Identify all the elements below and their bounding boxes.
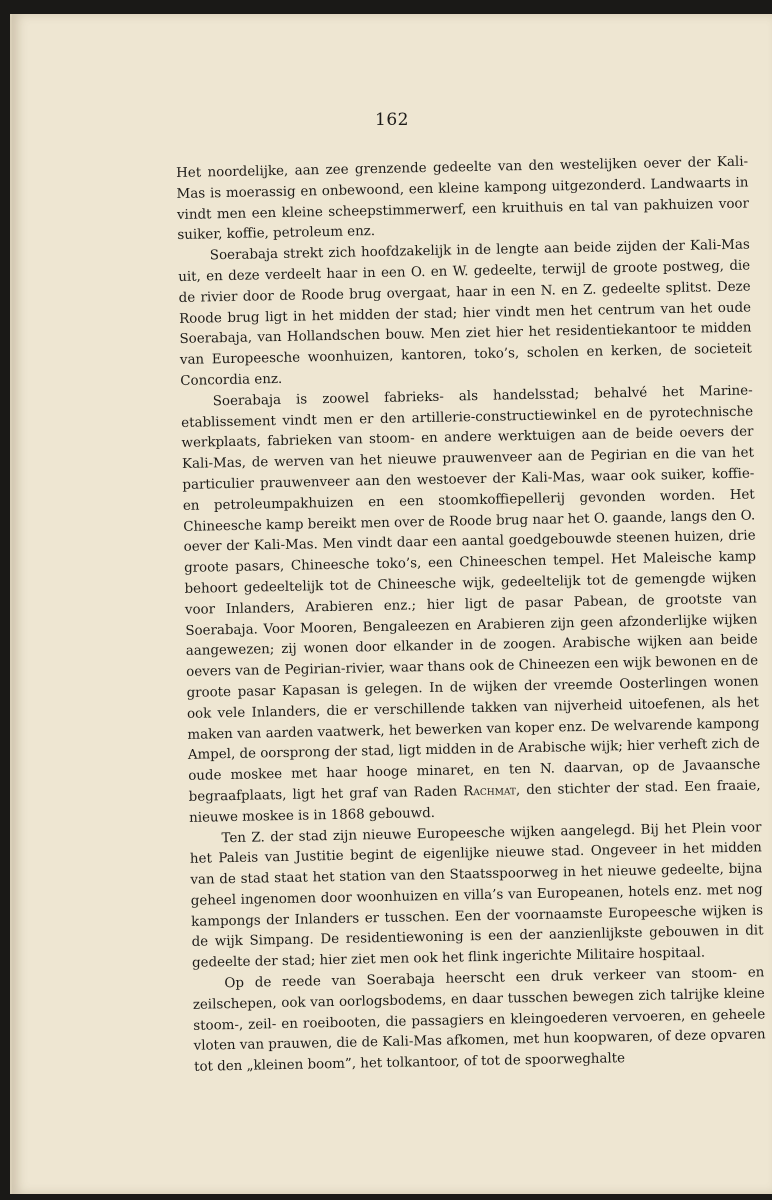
- page-number: 162: [375, 110, 409, 130]
- paragraph-1: Het noordelijke, aan zee grenzende gedeelte van den westelijken oever der Kali-Mas is moerassig en onbewoond, een kleine kampong uitgezonderd. Landwaarts in vindt men een kleine scheepstimmerwerf, een kruithuis en tal van pakhuizen voor suiker, koffie, petroleum enz.: [176, 154, 750, 244]
- paragraph-3: [181, 381, 762, 829]
- paragraph-4: Ten Z. der stad zijn nieuwe Europeesche wijken aangelegd. Bij het Plein voor het Paleis van Justitie begint de eigenlijke nieuwe stad. Ongeveer in het midden van de stad staat het station van den Staatsspoorweg in het nieuwe gedeelte, bijna geheel ingenomen door woonhuizen en villa’s van Europeanen, hotels enz. met nog kampongs der Inlanders er tusschen. Een der voornaamste Europeesche wijken is de wijk Simpang. De residentiewoning is een der aanzienlijkste gebouwen in dit gedeelte der stad; hier ziet men ook het flink ingerichte Militaire hospitaal.: [189, 819, 764, 972]
- body-text: [176, 153, 766, 1079]
- paragraph-3-text: Soerabaja is zoowel fabrieks- als handelsstad; behalvé het Marine-etablissement vindt men er den artillerie-constructiewinkel en de pyrotechnische werkplaats, fabrieken van stoom- en andere werktuigen aan de beide oevers der Kali-Mas, de werven van het nieuwe prauwenveer aan de Pegirian en die van het particulier prauwenveer aan den westoever der Kali-Mas, waar ook suiker, koffie- en petroleumpakhuizen en een stoomkoffiepellerij gevonden worden. Het Chineesche kamp bereikt men over de Roode brug naar het O. gaande, langs den O. oever der Kali-Mas. Men vindt daar een aantal goedgebouwde steenen huizen, drie groote pasars, Chineesche toko’s, een Chineeschen tempel. Het Maleische kamp behoort gedeeltelijk tot de Chineesche wijk, gedeeltelijk tot de gemengde wijken voor Inlanders, Arabieren enz.; hier ligt de pasar Pabean, de grootste van Soerabaja. Voor Mooren, Bengaleezen en Arabieren zijn geen afzonderlijke wijken aangewezen; zij wonen door elkander in de zoogen. Arabische wijken aan beide oevers van de Pegirian-rivier, waar thans ook de Chineezen een wijk bewonen en de groote pasar Kapasan is gelegen. In de wijken der vreemde Oosterlingen wonen ook vele Inlanders, die er verschillende takken van nijverheid uitoefenen, als het maken van aarden vaatwerk, het bewerken van koper enz. De welvarende kampong Ampel, de oorsprong der stad, ligt midden in de Arabische wijk; hier verheft zich de oude moskee met haar hooge minaret, en ten N. daarvan, op de Javaansche begraafplaats, ligt het graf van Raden: [181, 383, 761, 805]
- book-page: [10, 14, 772, 1194]
- paragraph-3-tail: , den stichter der stad. Een fraaie, nieuwe moskee is in 1868 gebouwd.: [188, 778, 761, 826]
- paragraph-2: Soerabaja strekt zich hoofdzakelijk in de lengte aan beide zijden der Kali-Mas uit, en deze verdeelt haar in een O. en W. gedeelte, terwijl de groote postweg, die de rivier door de Roode brug overgaat, haar in een N. en Z. gedeelte splitst. Deze Roode brug ligt in het midden der stad; hier vindt men het centrum van het oude Soerabaja, van Hollandschen bouw. Men ziet hier het residentiekantoor te midden van Europeesche woonhuizen, kantoren, toko’s, scholen en kerken, de societeit Concordia enz.: [178, 237, 752, 389]
- person-name-rachmat: Rachmat: [463, 783, 517, 800]
- paragraph-5: Op de reede van Soerabaja heerscht een druk verkeer van stoom- en zeilschepen, ook van oorlogsbodems, en daar tusschen bewegen zich talrijke kleine stoom-, zeil- en roeibooten, die passagiers en kleingoederen vervoeren, en geheele vloten van prauwen, die de Kali-Mas afkomen, met hun koopwaren, of deze opvaren tot den „kleinen boom”, het tolkantoor, of tot de spoorweghalte: [192, 965, 766, 1076]
